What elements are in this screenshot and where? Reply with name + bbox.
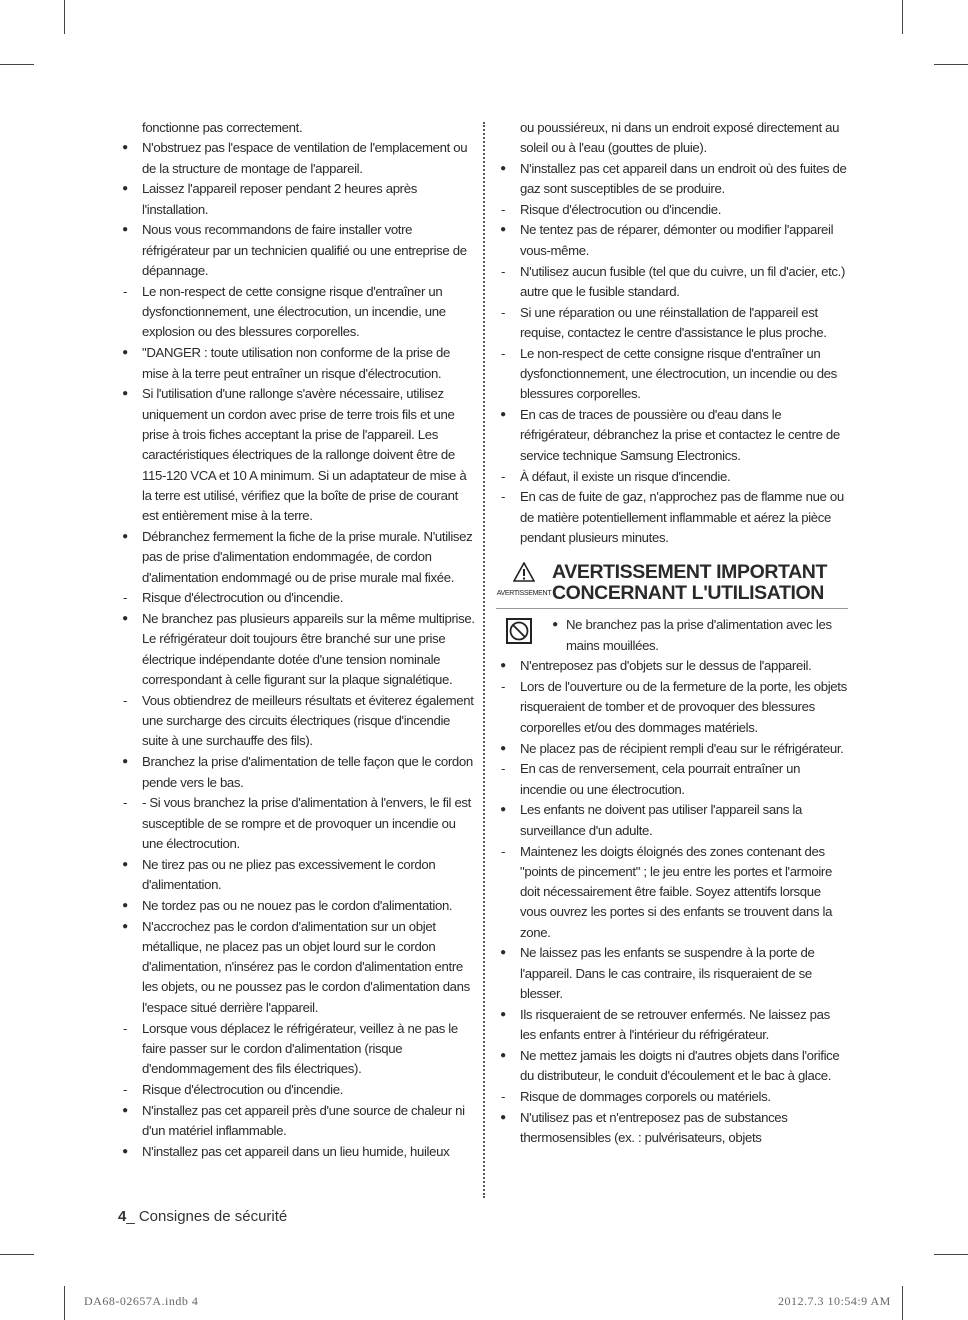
- item-text: Maintenez les doigts éloignés des zones contenant des "points de pincement" ; le jeu entre les portes et l'armoire doit nécessairement être faible. Soyez attentifs lorsque vous ouvrez les portes si des enfants se trouvent dans la zone.: [520, 843, 833, 940]
- section-title-line2: CONCERNANT L'UTILISATION: [552, 582, 824, 605]
- bullet-item: [496, 1046, 848, 1087]
- dash-item: [496, 677, 848, 738]
- section-heading: [496, 562, 848, 609]
- bullet-item: [118, 609, 476, 690]
- item-text: N'installez pas cet appareil dans un lieu humide, huileux: [142, 1143, 450, 1159]
- section-title-line1: AVERTISSEMENT IMPORTANT: [552, 561, 827, 584]
- bullet-icon: ●: [500, 947, 506, 959]
- item-text: N'utilisez aucun fusible (tel que du cuivre, un fil d'acier, etc.) autre que le fusible standard.: [520, 263, 845, 299]
- bullet-icon: ●: [500, 742, 506, 754]
- dash-item: [496, 1087, 848, 1107]
- dash-item: [118, 282, 476, 343]
- bullet-item: [496, 656, 848, 676]
- bullet-item: [118, 896, 476, 916]
- print-slug-date: 2012.7.3 10:54:9 AM: [778, 1294, 891, 1308]
- dash-icon: -: [122, 795, 128, 811]
- item-text: À défaut, il existe un risque d'incendie.: [520, 468, 731, 484]
- dash-icon: -: [122, 692, 128, 708]
- item-text: Les enfants ne doivent pas utiliser l'appareil sans la surveillance d'un adulte.: [520, 802, 802, 838]
- bullet-icon: ●: [122, 347, 128, 359]
- dash-item: [496, 262, 848, 303]
- bullet-item: [496, 943, 848, 1004]
- bullet-icon: ●: [122, 613, 128, 625]
- dash-icon: -: [500, 489, 506, 505]
- bullet-item: [496, 739, 848, 759]
- item-text: Risque de dommages corporels ou matériels.: [520, 1089, 771, 1105]
- bullet-icon: ●: [500, 1008, 506, 1020]
- item-text: Ne laissez pas les enfants se suspendre à la porte de l'appareil. Dans le cas contraire, ils risqueraient de se blesser.: [520, 945, 815, 1002]
- prohibit-row: [496, 615, 848, 656]
- warning-icon-label: AVERTISSEMENT: [496, 589, 552, 597]
- dash-icon: -: [500, 201, 506, 217]
- crop-mark: [902, 0, 903, 34]
- dash-item: [496, 842, 848, 943]
- crop-mark: [902, 1286, 903, 1320]
- bullet-icon: ●: [122, 920, 128, 932]
- item-text: En cas de fuite de gaz, n'approchez pas de flamme nue ou de matière potentiellement inflammable et aérez la pièce pendant plusieurs minutes.: [520, 489, 844, 545]
- item-text: Ils risqueraient de se retrouver enfermés. Ne laissez pas les enfants entrer à l'intérieur du réfrigérateur.: [520, 1006, 830, 1043]
- bullet-icon: ●: [500, 804, 506, 816]
- dash-icon: -: [500, 761, 506, 777]
- item-text: ou poussiéreux, ni dans un endroit exposé directement au soleil ou à l'eau (gouttes de pluie).: [520, 120, 840, 156]
- bullet-item: [496, 1108, 848, 1149]
- bullet-icon: ●: [500, 224, 506, 236]
- dash-item: [118, 1019, 476, 1080]
- dash-icon: -: [500, 843, 506, 859]
- item-text: Ne mettez jamais les doigts ni d'autres objets dans l'orifice du distributeur, le conduit d'écoulement et le bac à glace.: [520, 1047, 840, 1084]
- bullet-icon: ●: [122, 756, 128, 768]
- bullet-item: [496, 405, 848, 466]
- warning-icon-group: [496, 562, 552, 597]
- bullet-icon: ●: [122, 183, 128, 195]
- right-column: [496, 118, 848, 1149]
- crop-mark: [934, 64, 968, 65]
- continued-text: [118, 118, 476, 138]
- bullet-item: [496, 220, 848, 261]
- crop-mark: [64, 1286, 65, 1320]
- bullet-item: [118, 343, 476, 384]
- bullet-icon: ●: [122, 1104, 128, 1116]
- item-text: Vous obtiendrez de meilleurs résultats et éviterez également une surcharge des circuits électriques (risque d'incendie suite à une surchauffe des fils).: [142, 692, 474, 749]
- bullet-item: [118, 138, 476, 179]
- bullet-icon: ●: [500, 660, 506, 672]
- crop-mark: [0, 64, 34, 65]
- dash-icon: -: [500, 345, 506, 361]
- bullet-item: [118, 220, 476, 281]
- item-text: Le non-respect de cette consigne risque d'entraîner un dysfonctionnement, une électrocution, un incendie, une explosion ou des blessures corporelles.: [142, 283, 446, 340]
- item-text: N'installez pas cet appareil près d'une source de chaleur ni d'un matériel inflammable.: [142, 1102, 465, 1139]
- bullet-item: [118, 917, 476, 1018]
- bullet-icon: ●: [500, 162, 506, 174]
- dash-item: [496, 303, 848, 344]
- warning-triangle-icon: [513, 562, 535, 582]
- item-text: fonctionne pas correctement.: [142, 120, 303, 135]
- left-column: [118, 118, 476, 1163]
- bullet-item: [496, 159, 848, 200]
- right-column-bottom: [496, 656, 848, 1148]
- dash-item: [496, 344, 848, 405]
- column-divider: [483, 122, 485, 1198]
- item-text: Si une réparation ou une réinstallation de l'appareil est requise, contactez le centre d'assistance le plus proche.: [520, 304, 827, 340]
- dash-icon: -: [122, 590, 128, 606]
- page-footer-title: _ Consignes de sécurité: [126, 1208, 288, 1225]
- item-text: N'entreposez pas d'objets sur le dessus de l'appareil.: [520, 658, 812, 674]
- bullet-item: [118, 1101, 476, 1142]
- item-text: Nous vous recommandons de faire installer votre réfrigérateur par un technicien qualifié ou une entreprise de dépannage.: [142, 222, 467, 279]
- item-text: Ne branchez pas plusieurs appareils sur la même multiprise. Le réfrigérateur doit toujours être branché sur une prise électrique indépendante dotée d'une tension nominale correspondant à celle figurant sur la plaque signalétique.: [142, 611, 475, 688]
- page-footer: [118, 1208, 287, 1225]
- bullet-icon: ●: [122, 530, 128, 542]
- bullet-item: [118, 384, 476, 526]
- dash-item: [496, 200, 848, 220]
- page-number: 4: [118, 1208, 127, 1225]
- item-text: Lors de l'ouverture ou de la fermeture de la porte, les objets risqueraient de tomber et de provoquer des blessures corporelles et/ou des dommages matériels.: [520, 679, 847, 735]
- bullet-icon: ●: [500, 1111, 506, 1123]
- item-text: Lorsque vous déplacez le réfrigérateur, veillez à ne pas le faire passer sur le cordon d'alimentation (risque d'endommagement des fils électriques).: [142, 1020, 458, 1077]
- item-text: - Si vous branchez la prise d'alimentation à l'envers, le fil est susceptible de se rompre et de provoquer un incendie ou une électrocution.: [142, 795, 471, 851]
- item-text: Si l'utilisation d'une rallonge s'avère nécessaire, utilisez uniquement un cordon avec prise de terre trois fils et une prise à trois fiches acceptant la prise de l'appareil. Les caractéristiques électriques de la rallonge doivent être de 115-120 VCA et 10 A minimum. Si un adaptateur de mise à la terre est utilisé, vérifiez que la boîte de prise de courant est entièrement mise à la terre.: [142, 386, 467, 524]
- bullet-icon: ●: [552, 619, 558, 631]
- bullet-icon: ●: [122, 858, 128, 870]
- item-text: Ne tentez pas de réparer, démonter ou modifier l'appareil vous-même.: [520, 222, 834, 258]
- item-text: N'utilisez pas et n'entreposez pas de substances thermosensibles (ex. : pulvérisateurs, objets: [520, 1109, 788, 1146]
- dash-item: [496, 467, 848, 487]
- dash-icon: -: [500, 1089, 506, 1105]
- prohibit-text: Ne branchez pas la prise d'alimentation avec les mains mouillées.: [566, 617, 832, 653]
- dash-item: [496, 487, 848, 548]
- item-text: Risque d'électrocution ou d'incendie.: [142, 1081, 344, 1097]
- item-text: Laissez l'appareil reposer pendant 2 heures après l'installation.: [142, 181, 417, 217]
- bullet-icon: ●: [500, 1049, 506, 1061]
- bullet-icon: ●: [500, 409, 506, 421]
- bullet-item: [118, 1142, 476, 1162]
- bullet-item: [496, 1005, 848, 1046]
- bullet-item: [118, 527, 476, 588]
- dash-icon: -: [122, 1081, 128, 1097]
- dash-icon: -: [500, 468, 506, 484]
- item-text: Risque d'électrocution ou d'incendie.: [520, 201, 722, 217]
- dash-icon: -: [122, 1020, 128, 1036]
- item-text: En cas de traces de poussière ou d'eau dans le réfrigérateur, débranchez la prise et contactez le centre de service technique Samsung Electronics.: [520, 407, 840, 463]
- bullet-icon: ●: [122, 1145, 128, 1157]
- dash-icon: -: [500, 679, 506, 695]
- bullet-icon: ●: [122, 899, 128, 911]
- continued-text: [496, 118, 848, 159]
- bullet-item: [496, 800, 848, 841]
- prohibit-item: [550, 615, 848, 656]
- bullet-item: [118, 179, 476, 220]
- item-text: Ne tirez pas ou ne pliez pas excessivement le cordon d'alimentation.: [142, 856, 436, 892]
- crop-mark: [64, 0, 65, 34]
- right-column-top: [496, 118, 848, 548]
- bullet-icon: ●: [122, 224, 128, 236]
- item-text: N'accrochez pas le cordon d'alimentation sur un objet métallique, ne placez pas un objet lourd sur le cordon d'alimentation, n'insérez pas le cordon d'alimentation entre les objets, ou ne poussez pas le cordon d'alimentation dans l'espace situé derrière l'appareil.: [142, 918, 470, 1015]
- dash-icon: -: [122, 283, 128, 299]
- dash-item: [118, 588, 476, 608]
- item-text: Débranchez fermement la fiche de la prise murale. N'utilisez pas de prise d'alimentation endommagée, de cordon d'alimentation endommagé ou de prise murale mal fixée.: [142, 528, 473, 585]
- item-text: Le non-respect de cette consigne risque d'entraîner un dysfonctionnement, une électrocution, un incendie ou des blessures corporelles.: [520, 345, 837, 402]
- crop-mark: [934, 1254, 968, 1255]
- bullet-item: [118, 752, 476, 793]
- item-text: En cas de renversement, cela pourrait entraîner un incendie ou une électrocution.: [520, 761, 801, 797]
- dash-item: [118, 691, 476, 752]
- item-text: Risque d'électrocution ou d'incendie.: [142, 590, 344, 606]
- item-text: Ne tordez pas ou ne nouez pas le cordon d'alimentation.: [142, 897, 453, 913]
- bullet-item: [118, 855, 476, 896]
- dash-item: [118, 793, 476, 854]
- item-text: "DANGER : toute utilisation non conforme de la prise de mise à la terre peut entraîner un risque d'électrocution.: [142, 345, 450, 381]
- item-text: Ne placez pas de récipient rempli d'eau sur le réfrigérateur.: [520, 740, 844, 756]
- item-text: N'installez pas cet appareil dans un endroit où des fuites de gaz sont susceptibles de se produire.: [520, 160, 847, 196]
- bullet-icon: ●: [122, 142, 128, 154]
- dash-icon: -: [500, 304, 506, 320]
- dash-item: [118, 1080, 476, 1100]
- print-slug-file: DA68-02657A.indb 4: [84, 1294, 199, 1308]
- bullet-icon: ●: [122, 388, 128, 400]
- item-text: Branchez la prise d'alimentation de telle façon que le cordon pende vers le bas.: [142, 754, 473, 790]
- crop-mark: [0, 1254, 34, 1255]
- dash-icon: -: [500, 263, 506, 279]
- item-text: N'obstruez pas l'espace de ventilation de l'emplacement ou de la structure de montage de l'appareil.: [142, 140, 468, 176]
- dash-item: [496, 759, 848, 800]
- prohibition-icon: [506, 618, 532, 644]
